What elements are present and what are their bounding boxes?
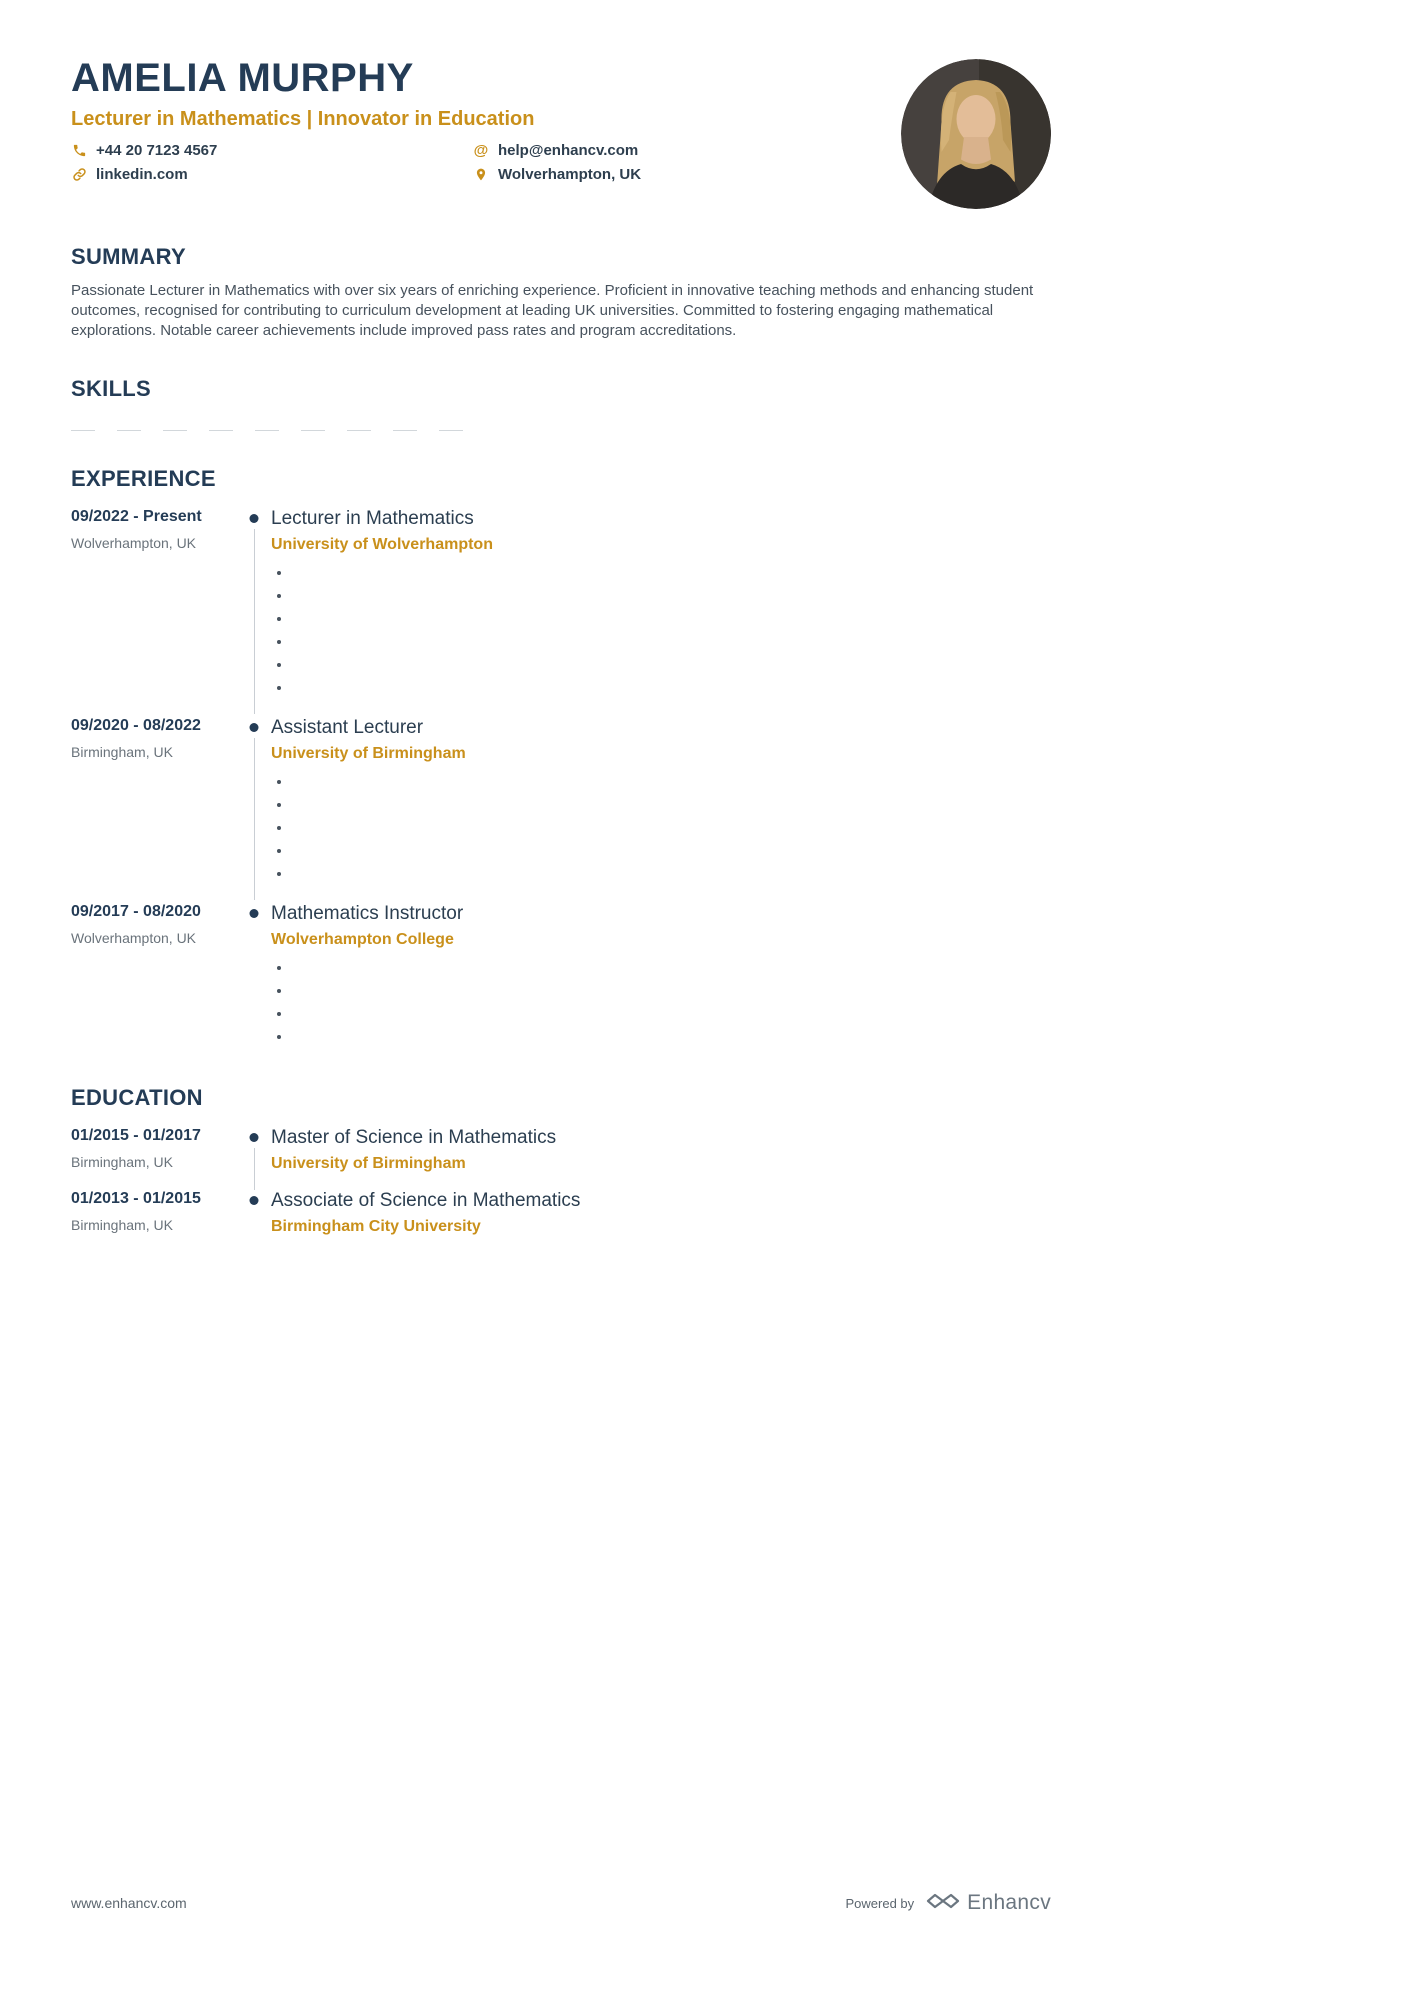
timeline-dot — [250, 723, 259, 732]
bullet-item — [292, 772, 1051, 792]
location-row — [473, 166, 641, 183]
experience-entry — [71, 903, 1051, 1050]
skills-section — [71, 376, 1051, 431]
resume-content — [71, 0, 1051, 1240]
entry-location: Wolverhampton, UK — [71, 930, 197, 946]
phone-icon — [71, 143, 87, 158]
bullet-item — [292, 864, 1051, 884]
bullet-item — [292, 841, 1051, 861]
phone-row — [71, 142, 473, 159]
skill-tag — [301, 418, 325, 431]
portrait-illustration — [901, 59, 1051, 209]
skill-tag — [209, 418, 233, 431]
entry-dates: 09/2022 - Present — [71, 508, 202, 525]
powered-by-label: Powered by — [845, 1895, 915, 1911]
phone-number: +44 20 7123 4567 — [96, 142, 218, 159]
school-name: University of Birmingham — [271, 1155, 466, 1172]
skill-tag — [71, 418, 95, 431]
entry-dates: 09/2017 - 08/2020 — [71, 903, 201, 920]
email-row[interactable] — [473, 142, 641, 159]
timeline — [237, 717, 271, 887]
entry-body — [271, 1190, 1051, 1240]
school-name: Birmingham City University — [271, 1218, 481, 1235]
bullet-item — [292, 818, 1051, 838]
skills-heading: SKILLS — [71, 376, 152, 401]
candidate-name: AMELIA MURPHY — [71, 56, 414, 100]
education-section — [71, 1085, 1051, 1240]
entry-dates: 01/2015 - 01/2017 — [71, 1127, 201, 1144]
bullet-item — [292, 1027, 1051, 1047]
timeline-line — [254, 738, 255, 900]
timeline-line — [254, 1148, 255, 1190]
skill-tag — [117, 418, 141, 431]
bullet-item — [292, 655, 1051, 675]
contact-info — [71, 142, 641, 183]
entry-company: Wolverhampton College — [271, 931, 454, 948]
entry-body — [271, 903, 1051, 1050]
entry-meta — [71, 1127, 237, 1177]
entry-dates: 09/2020 - 08/2022 — [71, 717, 201, 734]
timeline-dot — [250, 909, 259, 918]
summary-heading: SUMMARY — [71, 244, 186, 269]
bullet-item — [292, 981, 1051, 1001]
entry-company: University of Wolverhampton — [271, 536, 493, 553]
entry-title: Mathematics Instructor — [271, 903, 464, 924]
skill-tag — [347, 418, 371, 431]
timeline — [237, 1190, 271, 1240]
timeline — [237, 903, 271, 1050]
timeline-dot — [250, 1133, 259, 1142]
entry-dates: 01/2013 - 01/2015 — [71, 1190, 201, 1207]
timeline-dot — [250, 514, 259, 523]
experience-section — [71, 466, 1051, 1050]
entry-location: Birmingham, UK — [71, 1217, 173, 1233]
timeline-line — [254, 529, 255, 714]
entry-body — [271, 1127, 1051, 1177]
timeline-dot — [250, 1196, 259, 1205]
degree-title: Associate of Science in Mathematics — [271, 1190, 581, 1211]
experience-entry — [71, 508, 1051, 701]
timeline — [237, 1127, 271, 1177]
skills-list — [71, 418, 1051, 431]
page-footer — [71, 1891, 1051, 1915]
entry-location: Birmingham, UK — [71, 1154, 173, 1170]
bullet-item — [292, 678, 1051, 698]
bullet-item — [292, 586, 1051, 606]
entry-company: University of Birmingham — [271, 745, 466, 762]
link-icon — [71, 167, 87, 182]
enhancv-website-link[interactable]: www.enhancv.com — [71, 1895, 187, 1911]
bullet-item — [292, 795, 1051, 815]
headline: Lecturer in Mathematics | Innovator in Education — [71, 108, 535, 130]
header — [71, 56, 1051, 209]
location-pin-icon — [473, 167, 489, 182]
entry-title: Assistant Lecturer — [271, 717, 424, 738]
entry-location: Birmingham, UK — [71, 744, 173, 760]
location-text: Wolverhampton, UK — [498, 166, 642, 183]
education-heading: EDUCATION — [71, 1085, 203, 1110]
experience-heading: EXPERIENCE — [71, 466, 216, 491]
degree-title: Master of Science in Mathematics — [271, 1127, 557, 1148]
entry-location: Wolverhampton, UK — [71, 535, 197, 551]
skill-tag — [255, 418, 279, 431]
skill-tag — [439, 418, 463, 431]
entry-title: Lecturer in Mathematics — [271, 508, 474, 529]
education-entry — [71, 1190, 1051, 1240]
education-entries — [71, 1127, 1051, 1240]
profile-photo — [901, 59, 1051, 209]
bullet-item — [292, 609, 1051, 629]
experience-entries — [71, 508, 1051, 1050]
linkedin-url: linkedin.com — [96, 166, 188, 183]
entry-meta — [71, 1190, 237, 1240]
bullet-item — [292, 632, 1051, 652]
entry-bullets — [271, 772, 1051, 884]
linkedin-row[interactable] — [71, 166, 473, 183]
summary-text: Passionate Lecturer in Mathematics with over six years of enriching experience. Proficient in innovative teaching methods and enhancing student outcomes, recognised for contributing to curriculum development at leading UK universities. Committed to fostering engaging mathematical explorations. Notable career achievements include improved pass rates and program accreditations. — [71, 282, 1034, 339]
enhancv-wordmark: Enhancv — [967, 1891, 1051, 1914]
enhancv-logo[interactable] — [926, 1891, 1051, 1915]
education-entry — [71, 1127, 1051, 1177]
entry-meta — [71, 903, 237, 1050]
header-text-block — [71, 56, 641, 183]
email-address: help@enhancv.com — [498, 142, 639, 159]
entry-meta — [71, 717, 237, 887]
powered-by-block — [846, 1891, 1051, 1915]
bullet-item — [292, 563, 1051, 583]
entry-bullets — [271, 958, 1051, 1047]
entry-meta — [71, 508, 237, 701]
experience-entry — [71, 717, 1051, 887]
skill-tag — [163, 418, 187, 431]
email-at-icon: @ — [473, 142, 489, 159]
summary-section — [71, 244, 1051, 341]
entry-body — [271, 508, 1051, 701]
bullet-item — [292, 958, 1051, 978]
bullet-item — [292, 1004, 1051, 1024]
skill-tag — [393, 418, 417, 431]
enhancv-infinity-icon — [926, 1892, 960, 1915]
timeline — [237, 508, 271, 701]
entry-bullets — [271, 563, 1051, 698]
entry-body — [271, 717, 1051, 887]
